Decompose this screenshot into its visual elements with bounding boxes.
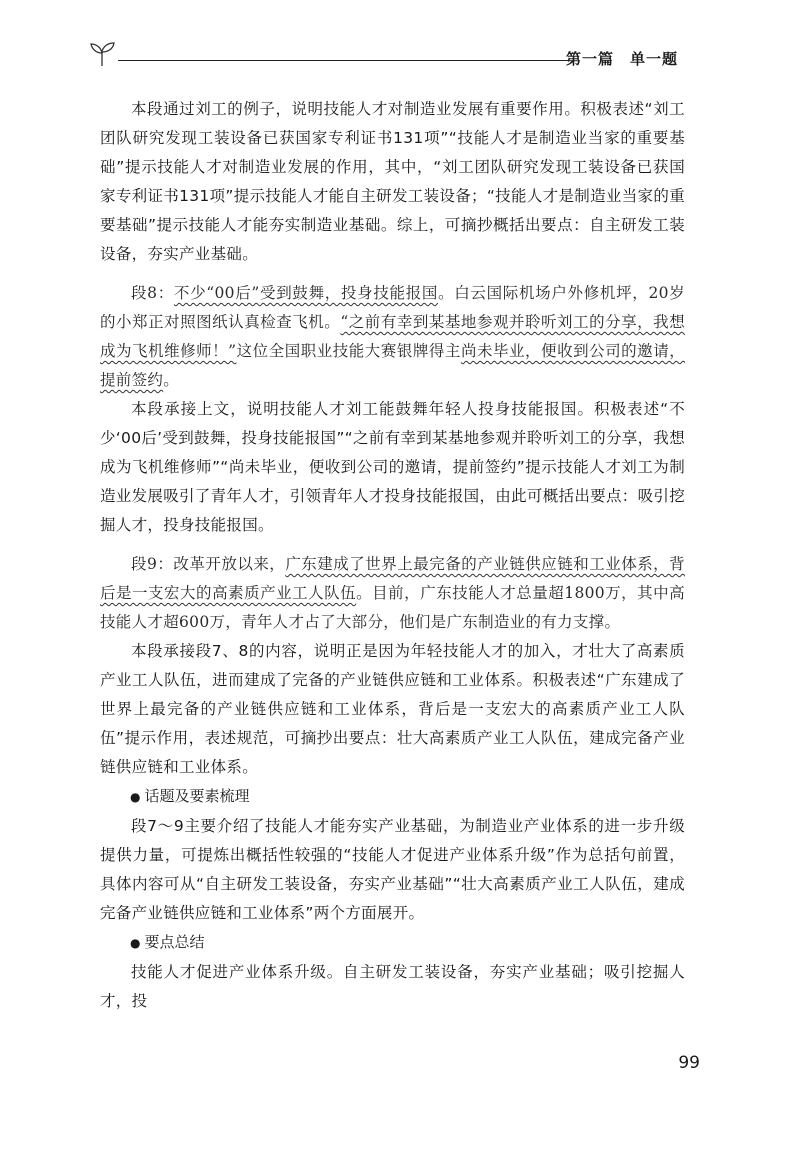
heading-text: 话题及要素梳理 xyxy=(144,787,250,805)
section-heading-topics xyxy=(100,782,685,812)
page-number: 99 xyxy=(678,1053,700,1073)
bullet-icon: ● xyxy=(130,936,141,950)
running-header xyxy=(88,38,688,78)
plain-text: 。白云国际机场户外修机坪，20岁的小郑正对照图纸认真检查飞机。 xyxy=(100,284,685,331)
bullet-icon: ● xyxy=(130,790,141,804)
heading-text: 要点总结 xyxy=(144,933,205,951)
analysis-paragraph-2: 本段承接上文，说明技能人才刘工能鼓舞年轻人投身技能报国。积极表述“不少‘00后’受到鼓舞，投身技能报国”“之前有幸到某基地参观并聆听刘工的分享，我想成为飞机维修师”“尚未毕业，便收到公司的邀请，提前签约”提示技能人才刘工为制造业发展吸引了青年人才，引领青年人才投身技能报国，由此可概括出要点：吸引挖掘人才，投身技能报国。 xyxy=(100,400,685,534)
sprout-icon xyxy=(88,40,116,68)
summary-paragraph: 技能人才促进产业体系升级。自主研发工装设备，夯实产业基础；吸引挖掘人才，投 xyxy=(100,963,685,1010)
source-paragraph-8 xyxy=(100,279,685,395)
underlined-phrase: 不少“00后”受到鼓舞，投身技能报国 xyxy=(173,284,439,302)
analysis-paragraph-3: 本段承接段7、8的内容，说明正是因为年轻技能人才的加入，才壮大了高素质产业工人队伍，进而建成了完备的产业链供应链和工业体系。积极表述“广东建成了世界上最完备的产业链供应链和工业体系，背后是一支宏大的高素质产业工人队伍”提示作用，表述规范，可摘抄出要点：壮大高素质产业工人队伍，建成完备产业链供应链和工业体系。 xyxy=(100,642,685,776)
header-rule xyxy=(118,60,568,61)
underlined-phrase: 尚未毕业，便收到公司的邀请，提前签约 xyxy=(100,342,686,389)
underlined-phrase: “之前有幸到某基地参观并聆听刘工的分享，我想成为飞机维修师！” xyxy=(100,313,685,360)
underlined-phrase: 广东建成了世界上最完备的产业链供应链和工业体系，背后是一支宏大的高素质产业工人队伍 xyxy=(100,555,685,602)
plain-text: 。 xyxy=(163,371,180,389)
plain-text: 。目前，广东技能人才总量超1800万，其中高技能人才超600万，青年人才占了大部分，他们是广东制造业的有力支撑。 xyxy=(100,584,685,631)
header-title: 第一篇 单一题 xyxy=(566,50,679,68)
section-heading-summary xyxy=(100,928,685,958)
para-label: 段8： xyxy=(131,284,174,302)
source-paragraph-9 xyxy=(100,550,685,637)
plain-text: 这位全国职业技能大赛银牌得主 xyxy=(236,342,461,360)
analysis-paragraph-1: 本段通过刘工的例子，说明技能人才对制造业发展有重要作用。积极表述“刘工团队研究发现工装设备已获国家专利证书131项”“技能人才是制造业当家的重要基础”提示技能人才对制造业发展的作用，其中，“刘工团队研究发现工装设备已获国家专利证书131项”提示技能人才能自主研发工装设备；“技能人才是制造业当家的重要基础”提示技能人才能夯实制造业基础。综上，可摘抄概括出要点：自主研发工装设备，夯实产业基础。 xyxy=(100,100,685,263)
para-label: 段9：改革开放以来， xyxy=(131,555,286,573)
page-body xyxy=(100,95,685,1016)
analysis-paragraph-4: 段7～9主要介绍了技能人才能夯实产业基础，为制造业产业体系的进一步升级提供力量，可提炼出概括性较强的“技能人才促进产业体系升级”作为总括句前置，具体内容可从“自主研发工装设备，夯实产业基础”“壮大高素质产业工人队伍，建成完备产业链供应链和工业体系”两个方面展开。 xyxy=(100,817,685,922)
